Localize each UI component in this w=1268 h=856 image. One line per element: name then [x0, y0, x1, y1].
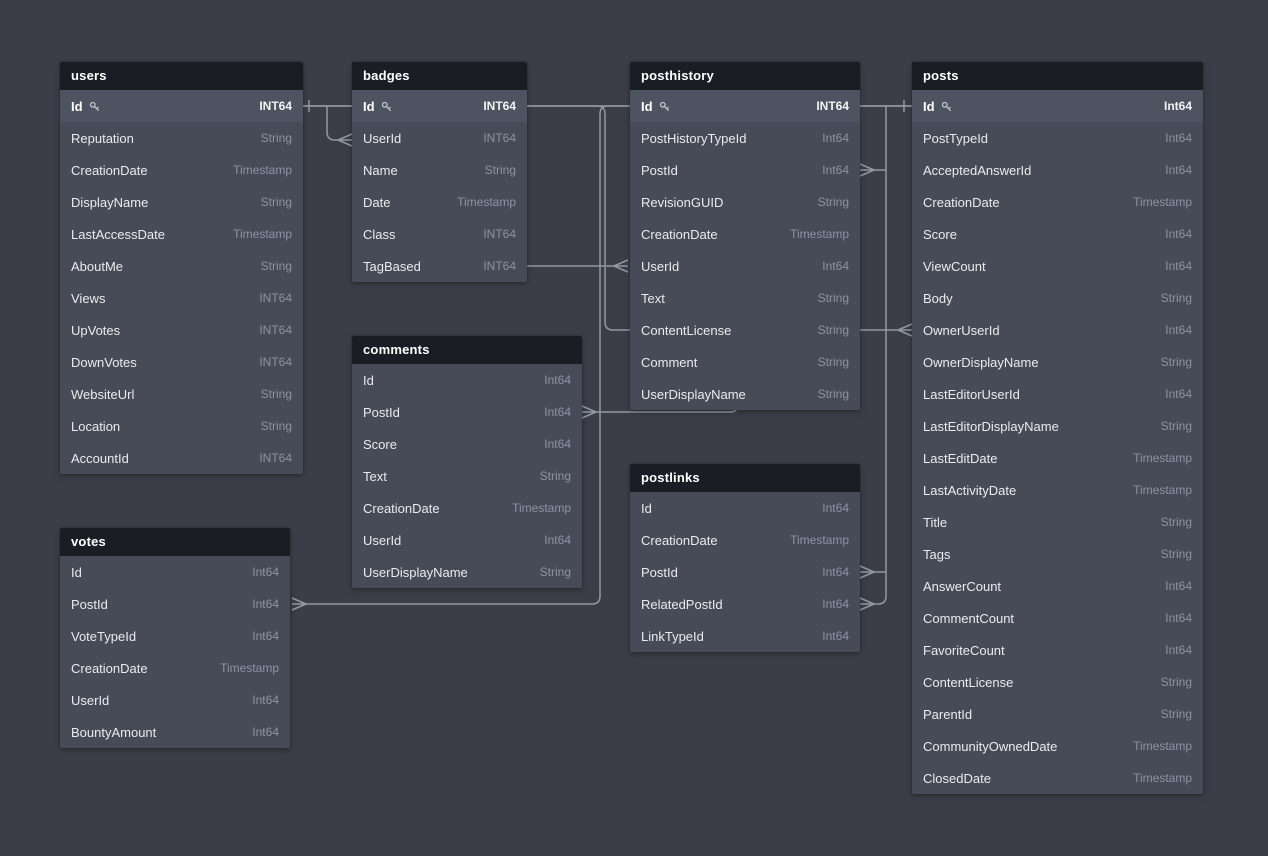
field-type: Int64	[1165, 323, 1192, 337]
field-type: Int64	[822, 259, 849, 273]
field-row-users-Id[interactable]	[60, 90, 303, 122]
field-row-posts-OwnerUserId[interactable]	[912, 314, 1203, 346]
crow-foot-marker-posthistory.PostId	[860, 164, 874, 176]
field-name: LastEditorUserId	[923, 386, 1020, 402]
field-row-badges-Class[interactable]	[352, 218, 527, 250]
field-name: CommentCount	[923, 610, 1015, 626]
table-posts[interactable]	[912, 62, 1203, 794]
field-name: Id	[641, 500, 652, 516]
field-name: Date	[363, 194, 391, 210]
field-name: Text	[363, 468, 387, 484]
field-row-users-WebsiteUrl[interactable]	[60, 378, 303, 410]
field-name: LastEditorDisplayName	[923, 418, 1059, 434]
field-type: String	[1160, 419, 1192, 433]
relationship-line-posthistory.PostId-posts.Id	[874, 106, 886, 604]
field-name: Id	[923, 98, 935, 114]
field-name: Id	[363, 372, 374, 388]
field-type: Int64	[822, 501, 849, 515]
field-name: ViewCount	[923, 258, 986, 274]
field-name: CreationDate	[641, 532, 718, 548]
field-row-comments-Id[interactable]	[352, 364, 582, 396]
field-name: ContentLicense	[923, 674, 1014, 690]
field-name: OwnerDisplayName	[923, 354, 1039, 370]
field-row-posthistory-Text[interactable]	[630, 282, 860, 314]
field-type: Int64	[822, 565, 849, 579]
field-name: Score	[363, 436, 397, 452]
field-name: OwnerUserId	[923, 322, 1000, 338]
field-name: Tags	[923, 546, 951, 562]
field-row-badges-UserId[interactable]	[352, 122, 527, 154]
field-row-users-AccountId[interactable]	[60, 442, 303, 474]
field-type: Timestamp	[233, 227, 292, 241]
field-row-posthistory-Id[interactable]	[630, 90, 860, 122]
field-type: String	[1160, 355, 1192, 369]
field-row-posts-Id[interactable]	[912, 90, 1203, 122]
field-type: String	[817, 291, 849, 305]
field-name: PostTypeId	[923, 130, 989, 146]
crow-foot-marker-posthistory.UserId	[614, 260, 628, 272]
field-name: TagBased	[363, 258, 421, 274]
field-row-users-DownVotes[interactable]	[60, 346, 303, 378]
field-row-postlinks-Id[interactable]	[630, 492, 860, 524]
field-name: ParentId	[923, 706, 973, 722]
field-name: AnswerCount	[923, 578, 1002, 594]
field-type: String	[260, 259, 292, 273]
field-row-posts-PostTypeId[interactable]	[912, 122, 1203, 154]
field-name: LastActivityDate	[923, 482, 1017, 498]
field-row-comments-UserDisplayName[interactable]	[352, 556, 582, 588]
field-row-postlinks-CreationDate[interactable]	[630, 524, 860, 556]
field-row-comments-CreationDate[interactable]	[352, 492, 582, 524]
key-icon	[381, 101, 392, 112]
field-row-postlinks-LinkTypeId[interactable]	[630, 620, 860, 652]
field-type: Int64	[252, 565, 279, 579]
field-name: LastEditDate	[923, 450, 998, 466]
field-row-votes-BountyAmount[interactable]	[60, 716, 290, 748]
field-type: String	[817, 195, 849, 209]
field-type: Timestamp	[220, 661, 279, 675]
field-name: Score	[923, 226, 957, 242]
table-header-postlinks[interactable]: postlinks	[630, 464, 860, 492]
field-type: String	[1160, 675, 1192, 689]
field-row-badges-Name[interactable]	[352, 154, 527, 186]
field-row-posts-AnswerCount[interactable]	[912, 570, 1203, 602]
table-votes[interactable]	[60, 528, 290, 748]
field-type: INT64	[816, 99, 849, 113]
field-name: PostId	[641, 162, 678, 178]
field-type: Int64	[1165, 131, 1192, 145]
crow-foot-marker-badges.UserId	[338, 134, 352, 146]
field-type: Int64	[252, 725, 279, 739]
field-type: INT64	[259, 291, 292, 305]
relationship-line-badges.UserId-users.Id	[327, 106, 340, 140]
field-row-posthistory-CreationDate[interactable]	[630, 218, 860, 250]
field-type: INT64	[483, 227, 516, 241]
field-row-badges-Date[interactable]	[352, 186, 527, 218]
field-type: INT64	[259, 323, 292, 337]
field-type: String	[260, 131, 292, 145]
table-header-votes[interactable]: votes	[60, 528, 290, 556]
field-type: Int64	[1165, 643, 1192, 657]
field-row-votes-Id[interactable]	[60, 556, 290, 588]
field-type: Int64	[1165, 611, 1192, 625]
field-name: Id	[641, 98, 653, 114]
field-row-posts-Body[interactable]	[912, 282, 1203, 314]
crow-foot-marker-postlinks.RelatedPostId	[860, 598, 874, 610]
field-name: VoteTypeId	[71, 628, 137, 644]
field-row-posts-CommunityOwnedDate[interactable]	[912, 730, 1203, 762]
table-header-badges[interactable]: badges	[352, 62, 527, 90]
table-header-posthistory[interactable]: posthistory	[630, 62, 860, 90]
field-name: Id	[363, 98, 375, 114]
table-comments[interactable]	[352, 336, 582, 588]
field-row-users-LastAccessDate[interactable]	[60, 218, 303, 250]
field-type: Int64	[822, 163, 849, 177]
field-name: BountyAmount	[71, 724, 157, 740]
field-type: Int64	[544, 437, 571, 451]
field-row-badges-TagBased[interactable]	[352, 250, 527, 282]
table-header-comments[interactable]: comments	[352, 336, 582, 364]
field-type: String	[1160, 707, 1192, 721]
field-type: Int64	[1163, 99, 1192, 113]
field-type: String	[260, 195, 292, 209]
field-row-users-Reputation[interactable]	[60, 122, 303, 154]
field-name: RevisionGUID	[641, 194, 724, 210]
field-type: Timestamp	[1133, 195, 1192, 209]
field-type: Int64	[1165, 259, 1192, 273]
field-row-posts-ClosedDate[interactable]	[912, 762, 1203, 794]
field-type: Timestamp	[790, 533, 849, 547]
field-row-posts-CreationDate[interactable]	[912, 186, 1203, 218]
field-row-posthistory-ContentLicense[interactable]	[630, 314, 860, 346]
field-name: DisplayName	[71, 194, 149, 210]
field-type: Int64	[822, 131, 849, 145]
field-name: Views	[71, 290, 106, 306]
field-row-posts-LastEditorDisplayName[interactable]	[912, 410, 1203, 442]
field-row-posts-AcceptedAnswerId[interactable]	[912, 154, 1203, 186]
field-name: Id	[71, 564, 82, 580]
field-type: Int64	[252, 597, 279, 611]
field-name: Comment	[641, 354, 698, 370]
table-postlinks[interactable]	[630, 464, 860, 652]
field-name: AcceptedAnswerId	[923, 162, 1032, 178]
field-name: PostHistoryTypeId	[641, 130, 747, 146]
field-row-posts-Title[interactable]	[912, 506, 1203, 538]
field-row-posthistory-UserDisplayName[interactable]	[630, 378, 860, 410]
field-type: Int64	[822, 597, 849, 611]
field-type: Int64	[1165, 579, 1192, 593]
field-type: String	[539, 565, 571, 579]
field-type: Int64	[544, 373, 571, 387]
field-name: RelatedPostId	[641, 596, 723, 612]
field-name: Name	[363, 162, 398, 178]
field-name: Class	[363, 226, 396, 242]
table-users[interactable]	[60, 62, 303, 474]
field-row-votes-CreationDate[interactable]	[60, 652, 290, 684]
field-row-users-DisplayName[interactable]	[60, 186, 303, 218]
field-type: Timestamp	[1133, 739, 1192, 753]
field-type: INT64	[259, 451, 292, 465]
crow-foot-marker-posts.OwnerUserId	[898, 324, 912, 336]
field-row-posts-ViewCount[interactable]	[912, 250, 1203, 282]
field-type: Timestamp	[1133, 451, 1192, 465]
field-name: UpVotes	[71, 322, 121, 338]
field-row-votes-PostId[interactable]	[60, 588, 290, 620]
field-type: Timestamp	[1133, 483, 1192, 497]
field-name: DownVotes	[71, 354, 137, 370]
field-type: Timestamp	[790, 227, 849, 241]
field-type: INT64	[483, 131, 516, 145]
field-name: PostId	[363, 404, 400, 420]
field-row-posts-ParentId[interactable]	[912, 698, 1203, 730]
field-name: UserDisplayName	[641, 386, 746, 402]
field-name: UserDisplayName	[363, 564, 468, 580]
field-name: Text	[641, 290, 665, 306]
field-name: PostId	[71, 596, 108, 612]
field-type: Int64	[544, 405, 571, 419]
field-name: Location	[71, 418, 121, 434]
field-type: String	[260, 419, 292, 433]
field-name: CreationDate	[923, 194, 1000, 210]
field-type: Timestamp	[457, 195, 516, 209]
field-row-posthistory-RevisionGUID[interactable]	[630, 186, 860, 218]
field-row-posthistory-PostHistoryTypeId[interactable]	[630, 122, 860, 154]
field-row-postlinks-PostId[interactable]	[630, 556, 860, 588]
field-row-users-Views[interactable]	[60, 282, 303, 314]
table-badges[interactable]	[352, 62, 527, 282]
table-header-posts[interactable]: posts	[912, 62, 1203, 90]
field-name: Id	[71, 98, 83, 114]
field-row-posts-ContentLicense[interactable]	[912, 666, 1203, 698]
field-type: Int64	[252, 629, 279, 643]
field-type: Timestamp	[512, 501, 571, 515]
field-type: String	[484, 163, 516, 177]
field-row-votes-VoteTypeId[interactable]	[60, 620, 290, 652]
field-name: ContentLicense	[641, 322, 732, 338]
field-type: Int64	[822, 629, 849, 643]
field-name: LinkTypeId	[641, 628, 704, 644]
field-name: Body	[923, 290, 953, 306]
field-type: INT64	[483, 259, 516, 273]
crow-foot-marker-votes.PostId	[292, 598, 306, 610]
field-type: INT64	[483, 99, 516, 113]
field-type: String	[817, 355, 849, 369]
field-row-comments-Text[interactable]	[352, 460, 582, 492]
field-type: String	[1160, 547, 1192, 561]
field-row-comments-Score[interactable]	[352, 428, 582, 460]
field-name: ClosedDate	[923, 770, 991, 786]
field-type: Int64	[1165, 163, 1192, 177]
field-name: UserId	[363, 130, 402, 146]
field-name: LastAccessDate	[71, 226, 165, 242]
field-name: CreationDate	[71, 660, 148, 676]
key-icon	[941, 101, 952, 112]
field-name: Title	[923, 514, 948, 530]
field-type: String	[539, 469, 571, 483]
field-name: CreationDate	[363, 500, 440, 516]
field-row-users-AboutMe[interactable]	[60, 250, 303, 282]
field-type: String	[817, 323, 849, 337]
field-type: INT64	[259, 99, 292, 113]
field-row-posts-CommentCount[interactable]	[912, 602, 1203, 634]
field-name: CreationDate	[71, 162, 148, 178]
field-name: FavoriteCount	[923, 642, 1005, 658]
field-name: UserId	[363, 532, 402, 548]
field-row-users-Location[interactable]	[60, 410, 303, 442]
field-row-posts-OwnerDisplayName[interactable]	[912, 346, 1203, 378]
key-icon	[659, 101, 670, 112]
field-row-badges-Id[interactable]	[352, 90, 527, 122]
field-row-posts-Score[interactable]	[912, 218, 1203, 250]
field-row-comments-PostId[interactable]	[352, 396, 582, 428]
field-name: AccountId	[71, 450, 129, 466]
field-name: WebsiteUrl	[71, 386, 135, 402]
field-row-posts-LastEditorUserId[interactable]	[912, 378, 1203, 410]
field-type: Int64	[1165, 387, 1192, 401]
key-icon	[89, 101, 100, 112]
field-row-users-CreationDate[interactable]	[60, 154, 303, 186]
field-type: String	[260, 387, 292, 401]
field-type: String	[1160, 515, 1192, 529]
field-row-posts-FavoriteCount[interactable]	[912, 634, 1203, 666]
crow-foot-marker-postlinks.PostId	[860, 566, 874, 578]
field-row-postlinks-RelatedPostId[interactable]	[630, 588, 860, 620]
field-row-comments-UserId[interactable]	[352, 524, 582, 556]
field-type: String	[817, 387, 849, 401]
field-row-votes-UserId[interactable]	[60, 684, 290, 716]
field-row-posthistory-Comment[interactable]	[630, 346, 860, 378]
table-header-users[interactable]: users	[60, 62, 303, 90]
field-name: UserId	[71, 692, 110, 708]
field-type: Int64	[252, 693, 279, 707]
field-name: Reputation	[71, 130, 134, 146]
field-row-posts-LastEditDate[interactable]	[912, 442, 1203, 474]
field-type: String	[1160, 291, 1192, 305]
field-row-posthistory-UserId[interactable]	[630, 250, 860, 282]
field-name: CreationDate	[641, 226, 718, 242]
field-type: Timestamp	[233, 163, 292, 177]
table-posthistory[interactable]	[630, 62, 860, 410]
field-name: PostId	[641, 564, 678, 580]
field-type: INT64	[259, 355, 292, 369]
field-name: CommunityOwnedDate	[923, 738, 1058, 754]
field-row-users-UpVotes[interactable]	[60, 314, 303, 346]
field-name: UserId	[641, 258, 680, 274]
field-row-posthistory-PostId[interactable]	[630, 154, 860, 186]
crow-foot-marker-comments.PostId	[582, 406, 596, 418]
field-type: Int64	[544, 533, 571, 547]
field-type: Int64	[1165, 227, 1192, 241]
field-name: AboutMe	[71, 258, 124, 274]
field-row-posts-LastActivityDate[interactable]	[912, 474, 1203, 506]
field-type: Timestamp	[1133, 771, 1192, 785]
field-row-posts-Tags[interactable]	[912, 538, 1203, 570]
